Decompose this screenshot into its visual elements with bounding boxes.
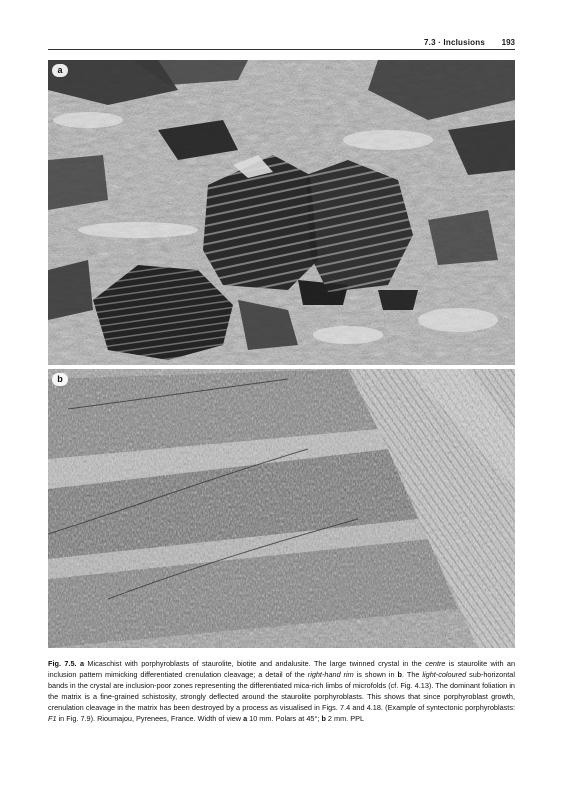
caption-segment: b [397, 670, 403, 679]
caption-segment: sub-horizontal bands in the crystal are inclusion-poor zones representing the differentiated mica-rich limbs of microfolds (cf. Fig. 4.13). The dominant foliation in the matrix is a fine-grained schistosity, strongly deflected around the staurolite porphyroblasts. This shows that since porphyroblast growth, crenulation cleavage in the matrix has been destroyed by a process as visualised in Figs. 7.4 and 4.18. (Example of syntectonic porphyroblasts: [48, 670, 515, 712]
caption-text [48, 659, 515, 723]
micrograph-image-b [48, 369, 515, 648]
caption-segment: right-hand rim [307, 670, 354, 679]
header-rule [48, 49, 515, 50]
micrograph-image-a [48, 60, 515, 365]
micrograph-panel-b [48, 369, 515, 648]
caption-segment: a [79, 659, 85, 668]
caption-segment: is staurolite with an inclusion pattern mimicking differentiated crenulation cleavage; a detail of the [48, 659, 516, 679]
panel-label-b: b [52, 373, 68, 386]
caption-segment: 10 mm. Polars at 45°; [247, 714, 322, 723]
caption-segment: 2 mm. PPL [325, 714, 365, 723]
caption-segment: in Fig. 7.9). Rioumajou, Pyrenees, France. Width of view [56, 714, 244, 723]
micrograph-panel-a [48, 60, 515, 365]
caption-segment: . The [402, 670, 423, 679]
caption-segment: centre [425, 659, 446, 668]
figure-caption [48, 658, 515, 724]
running-head-section: 7.3 · Inclusions [424, 38, 485, 47]
panel-label-a: a [52, 64, 68, 77]
page-number: 193 [501, 38, 515, 47]
running-head [48, 36, 515, 50]
figure-label: Fig. 7.5. [48, 659, 77, 668]
caption-segment: light-coloured [422, 670, 467, 679]
caption-segment: F1 [48, 714, 57, 723]
caption-segment: a [243, 714, 248, 723]
caption-segment: is shown in [353, 670, 398, 679]
caption-segment: b [321, 714, 326, 723]
caption-segment: Micaschist with porphyroblasts of staurolite, biotite and andalusite. The large twinned crystal in the [84, 659, 426, 668]
